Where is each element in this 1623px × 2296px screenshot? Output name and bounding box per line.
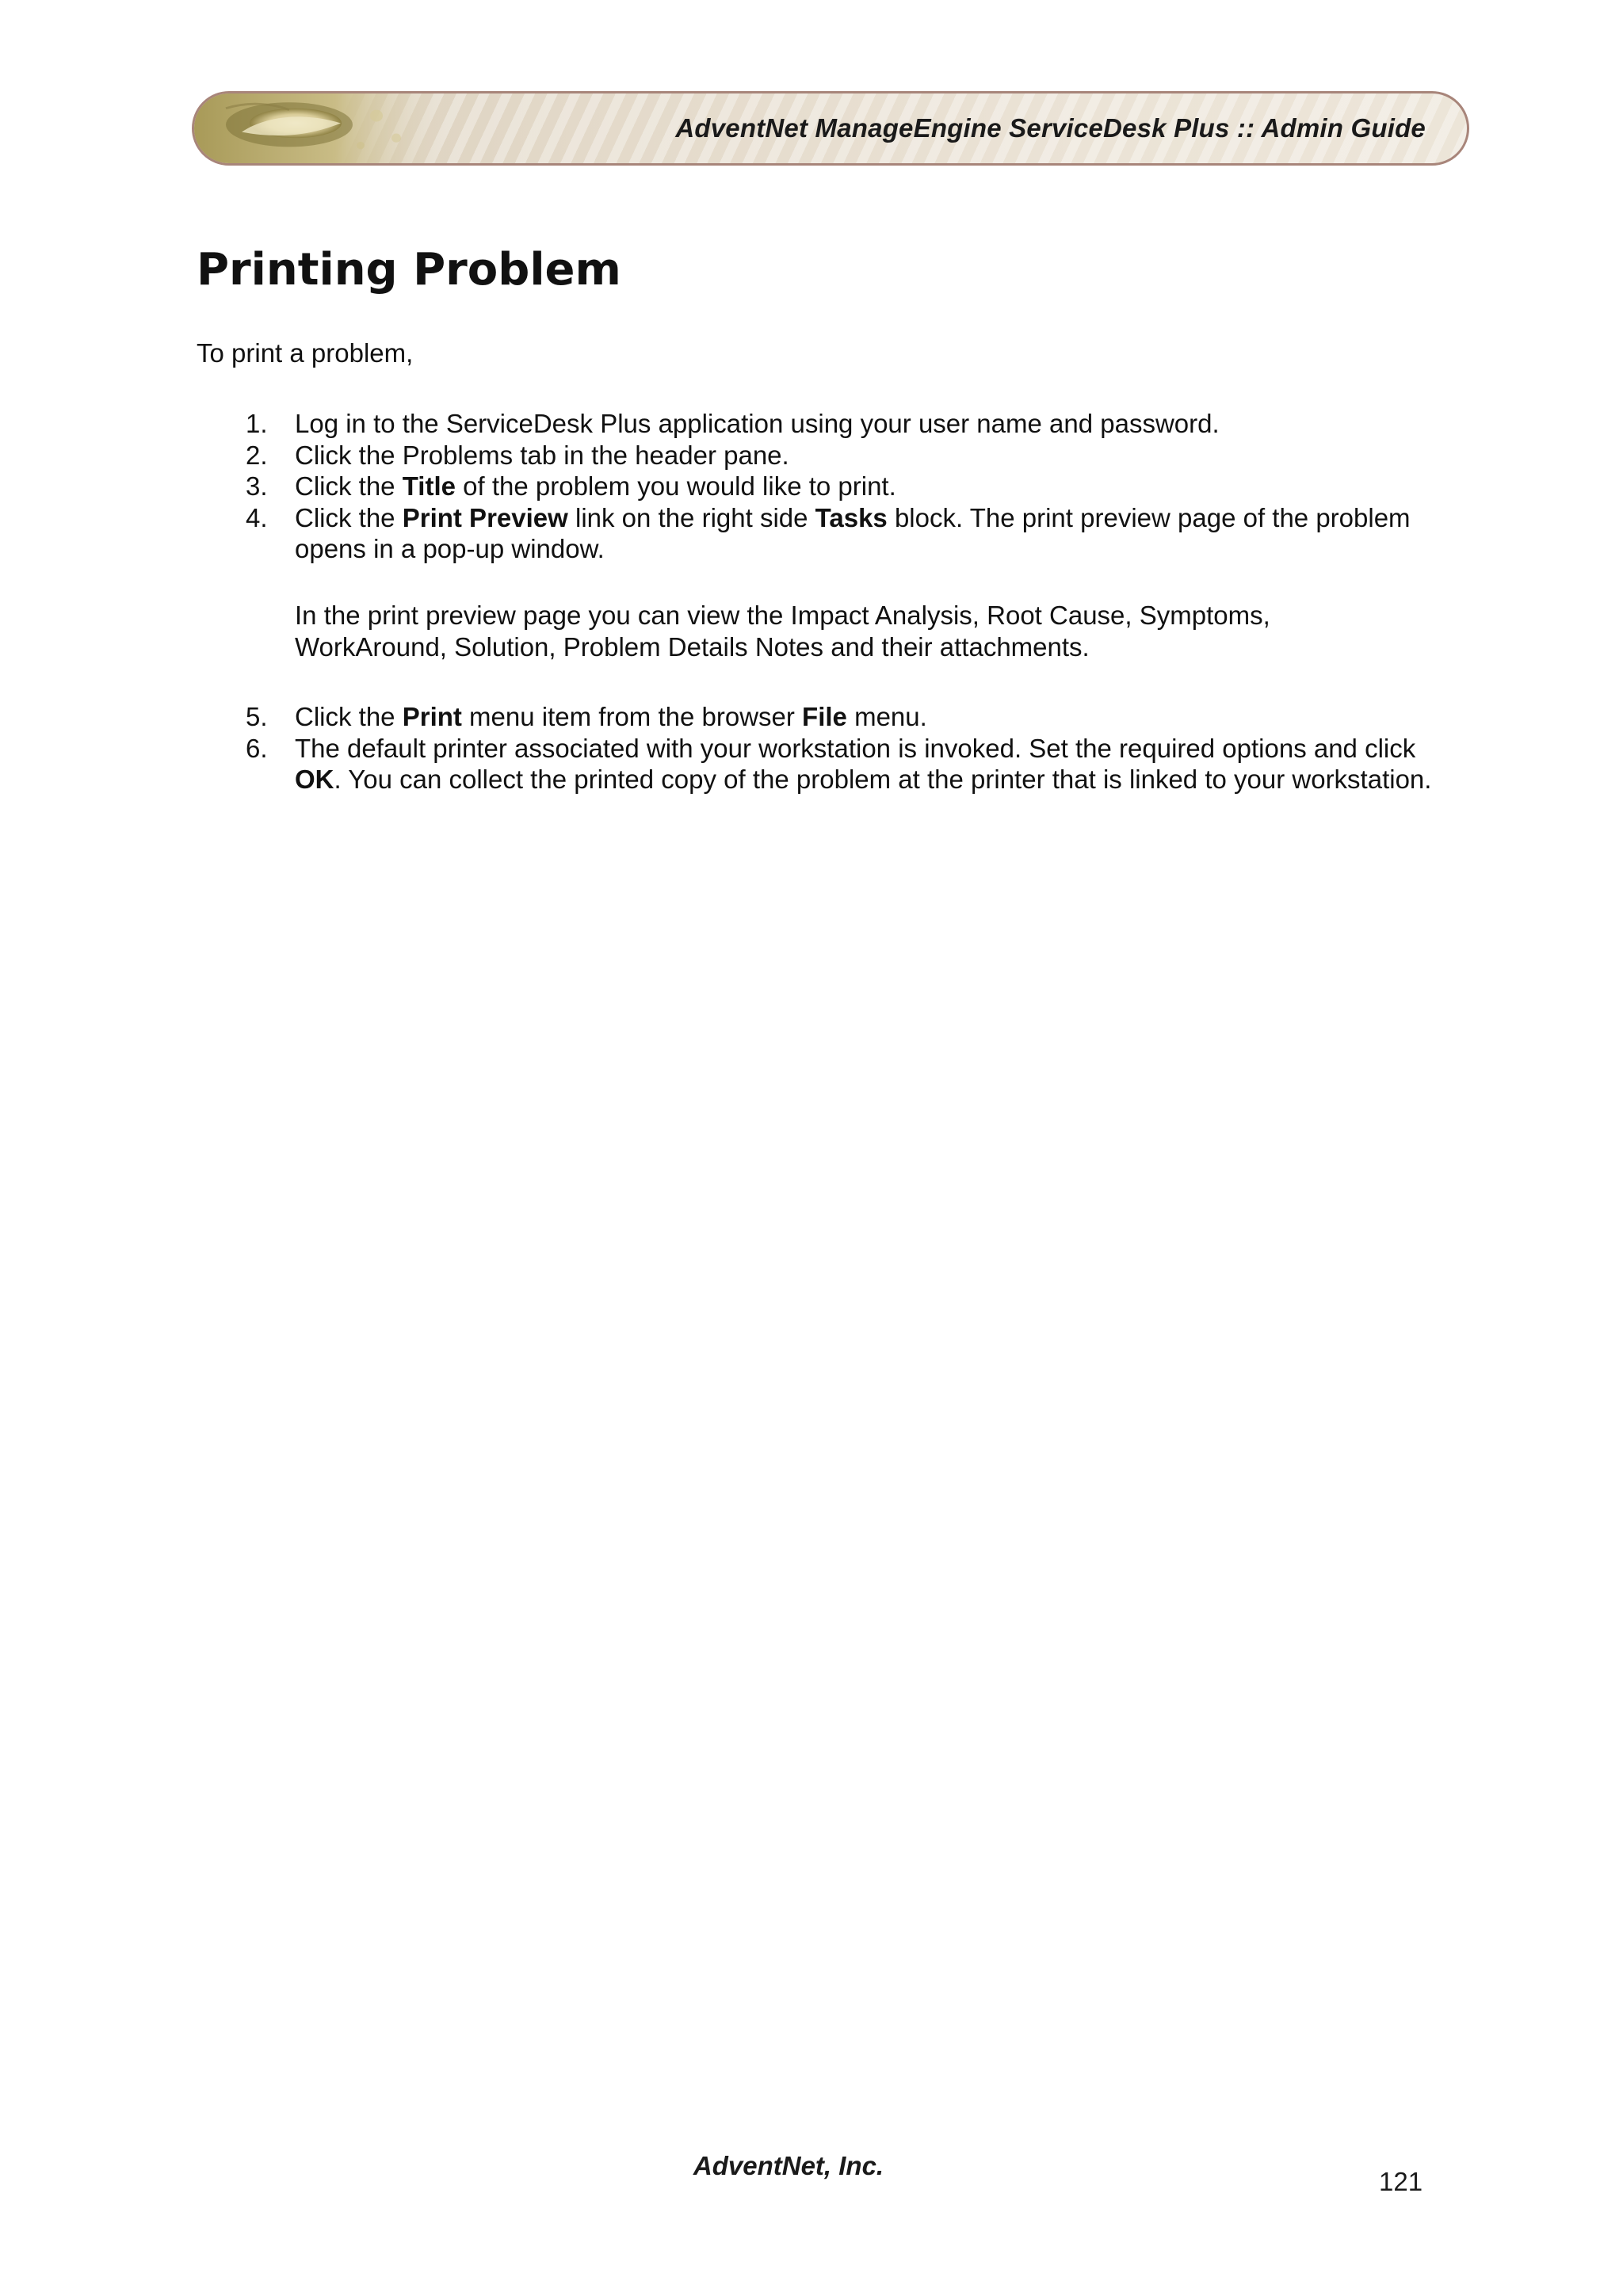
step-text: block. The print preview page of the problem opens in a pop-up window.	[295, 502, 1411, 563]
page-number: 121	[1379, 2167, 1423, 2196]
print-preview-note: In the print preview page you can view the Impact Analysis, Root Cause, Symptoms, WorkAround, Solution, Problem Details Notes and their attachments.	[295, 601, 1270, 662]
step-keyword: File	[802, 702, 847, 731]
step-text: Click the Problems tab in the header pane.	[295, 440, 789, 470]
step-keyword: Tasks	[815, 502, 888, 532]
step-text: menu item from the browser	[461, 702, 803, 731]
step-number: 4.	[246, 502, 268, 532]
step-number: 3.	[246, 471, 268, 501]
step-text: Click the	[295, 702, 403, 731]
steps-list-continued	[197, 701, 1433, 795]
step-text: of the problem you would like to print.	[455, 471, 896, 501]
step-item	[197, 701, 1433, 733]
step-item	[197, 440, 1433, 471]
intro-text: To print a problem,	[197, 338, 414, 368]
step-number: 2.	[246, 440, 268, 470]
banner-art-icon	[194, 93, 449, 163]
step-keyword: Print Preview	[402, 502, 568, 532]
step-number: 1.	[246, 409, 268, 438]
step-number: 6.	[246, 733, 268, 763]
steps-list	[197, 408, 1433, 565]
step-item	[197, 471, 1433, 502]
step-text: . You can collect the printed copy of the problem at the printer that is linked to your workstation.	[334, 765, 1432, 794]
step-text: menu.	[846, 702, 927, 731]
step-item	[197, 408, 1433, 440]
page-title: Printing Problem	[197, 244, 621, 296]
step-item	[197, 502, 1433, 565]
step-item	[197, 733, 1433, 795]
step-text: The default printer associated with your workstation is invoked. Set the required options and click	[295, 733, 1416, 763]
step-text: link on the right side	[567, 502, 815, 532]
footer-company: AdventNet, Inc.	[693, 2151, 884, 2180]
step-text: Click the	[295, 502, 403, 532]
header-title: AdventNet ManageEngine ServiceDesk Plus :: Admin Guide	[675, 113, 1426, 143]
step-keyword: Title	[402, 471, 456, 501]
step-keyword: Print	[402, 702, 462, 731]
step-text: Log in to the ServiceDesk Plus application using your user name and password.	[295, 409, 1220, 438]
header-banner	[192, 91, 1469, 166]
step-text: Click the	[295, 471, 403, 501]
step-number: 5.	[246, 702, 268, 731]
step-keyword: OK	[295, 765, 334, 794]
